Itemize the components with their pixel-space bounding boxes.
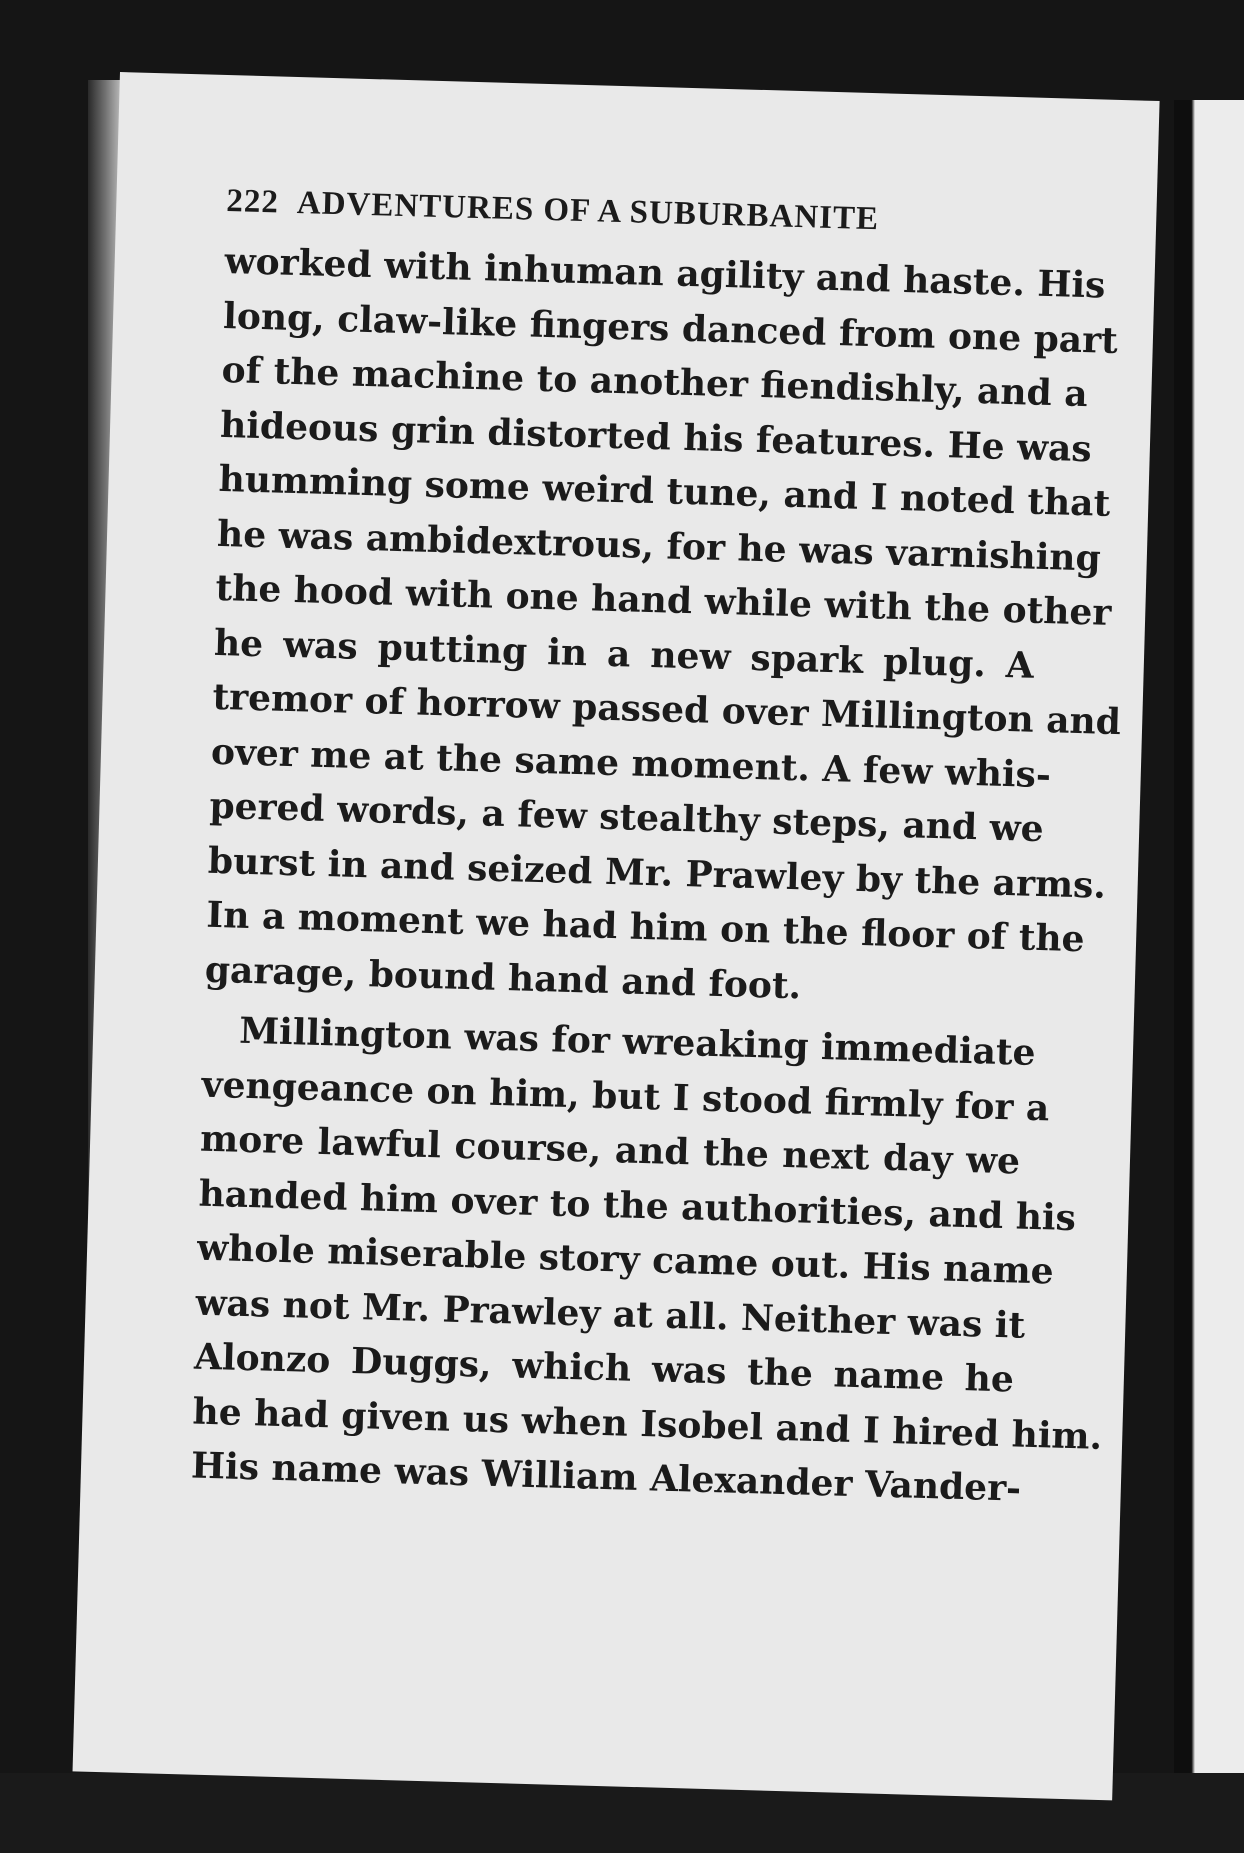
text-line: hideous grin distorted his features. He was	[219, 403, 1093, 470]
text-line: long, claw-like fingers danced from one part	[222, 294, 1119, 362]
text-line: Millington was for wreaking immediate	[238, 1009, 1037, 1074]
text-line: burst in and seized Mr. Prawley by the arms.	[207, 839, 1107, 907]
text-line: garage, bound hand and foot.	[204, 948, 802, 1007]
text-line: he was putting in a new spark plug. A	[213, 621, 1035, 687]
paragraph-1	[204, 234, 1122, 1020]
text-line: Alonzo Duggs, which was the name he	[193, 1335, 1015, 1401]
text-line: tremor of horrow passed over Millington and	[212, 675, 1122, 744]
paragraph-2	[190, 1003, 1103, 1516]
text-line: the hood with one hand while with the other	[215, 566, 1112, 634]
text-line: whole miserable story came out. His name	[196, 1226, 1055, 1293]
text-line: over me at the same moment. A few whis-	[210, 730, 1052, 796]
text-line: he was ambidextrous, for he was varnishing	[216, 512, 1102, 580]
text-line: vengeance on him, but I stood firmly for a	[201, 1063, 1050, 1129]
facing-page-edge	[1174, 100, 1244, 1820]
book-page	[73, 72, 1160, 1800]
text-line: pered words, a few stealthy steps, and we	[208, 784, 1045, 851]
page-content	[190, 183, 1122, 1516]
text-line: he had given us when Isobel and I hired him.	[192, 1390, 1103, 1458]
running-header	[226, 183, 1047, 243]
text-line: worked with inhuman agility and haste. His	[224, 240, 1106, 307]
text-line: more lawful course, and the next day we	[199, 1117, 1021, 1183]
text-line: was not Mr. Prawley at all. Neither was it	[195, 1281, 1026, 1347]
text-line: humming some weird tune, and I noted that	[218, 457, 1111, 525]
text-line: of the machine to another fiendishly, and a	[221, 348, 1089, 416]
page-number: 222	[225, 183, 280, 221]
text-line: handed him over to the authorities, and his	[198, 1172, 1077, 1239]
running-title: ADVENTURES OF A SUBURBANITE	[296, 184, 880, 238]
text-line: In a moment we had him on the floor of the	[205, 893, 1086, 961]
text-line: His name was William Alexander Vander-	[190, 1444, 1022, 1510]
